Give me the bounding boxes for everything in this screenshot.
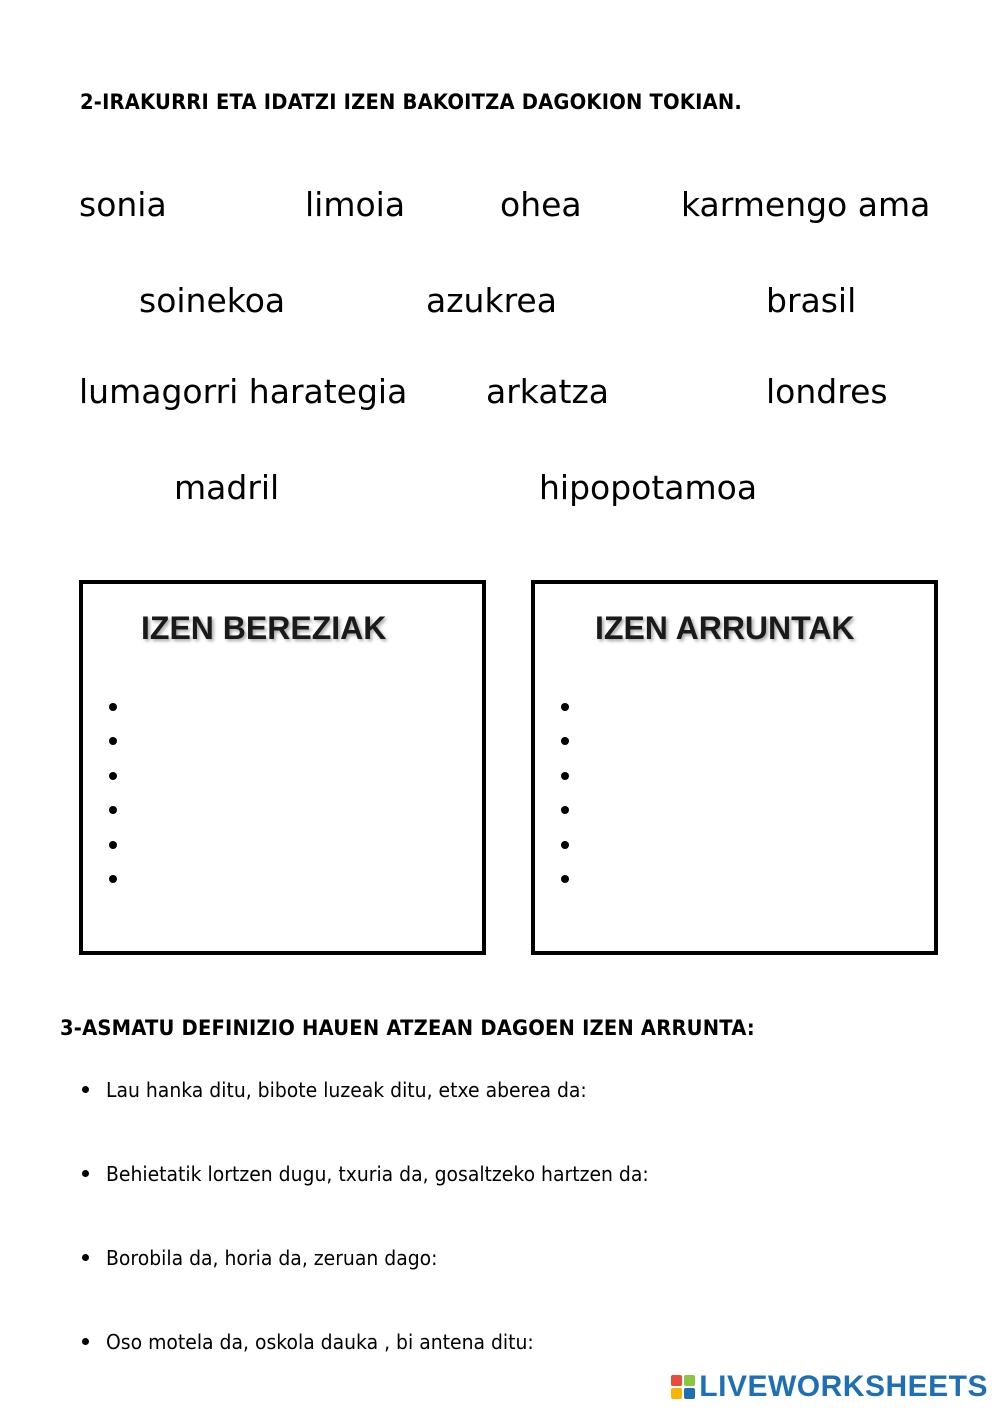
bullet-icon bbox=[82, 1338, 89, 1345]
definitions-list bbox=[82, 1070, 683, 1406]
logo-square bbox=[684, 1375, 695, 1386]
bullet-icon bbox=[82, 1254, 89, 1261]
proper-nouns-dropzone[interactable] bbox=[79, 580, 486, 955]
word-item[interactable]: lumagorri harategia bbox=[79, 372, 408, 411]
word-item[interactable]: arkatza bbox=[486, 372, 610, 411]
logo-square bbox=[684, 1388, 695, 1399]
logo-square bbox=[671, 1375, 682, 1386]
definition-text: Borobila da, horia da, zeruan dago: bbox=[106, 1246, 438, 1270]
liveworksheets-logo bbox=[671, 1370, 988, 1404]
logo-square bbox=[671, 1388, 682, 1399]
bullet-icon bbox=[82, 1086, 89, 1093]
brand-name: LIVEWORKSHEETS bbox=[699, 1370, 988, 1403]
word-item[interactable]: ohea bbox=[500, 185, 582, 224]
word-item[interactable]: sonia bbox=[79, 185, 167, 224]
word-item[interactable]: londres bbox=[766, 372, 888, 411]
definition-text: Oso motela da, oskola dauka , bi antena ditu: bbox=[106, 1330, 534, 1354]
definition-item bbox=[82, 1322, 683, 1406]
bullet-icon bbox=[82, 1170, 89, 1177]
word-item[interactable]: karmengo ama bbox=[681, 185, 931, 224]
word-item[interactable]: azukrea bbox=[426, 281, 557, 320]
word-item[interactable]: madril bbox=[174, 468, 280, 507]
definition-text: Behietatik lortzen dugu, txuria da, gosaltzeko hartzen da: bbox=[106, 1162, 649, 1186]
exercise-3-title: 3-ASMATU DEFINIZIO HAUEN ATZEAN DAGOEN IZEN ARRUNTA: bbox=[60, 1016, 755, 1040]
definition-item bbox=[82, 1070, 683, 1154]
logo-grid-icon bbox=[671, 1375, 695, 1399]
common-nouns-title: IZEN ARRUNTAK bbox=[595, 610, 855, 646]
word-item[interactable]: soinekoa bbox=[139, 281, 286, 320]
definition-item bbox=[82, 1238, 683, 1322]
proper-nouns-title: IZEN BEREZIAK bbox=[141, 610, 387, 646]
definition-item bbox=[82, 1154, 683, 1238]
exercise-2-title: 2-IRAKURRI ETA IDATZI IZEN BAKOITZA DAGOKION TOKIAN. bbox=[80, 90, 743, 114]
word-item[interactable]: brasil bbox=[766, 281, 857, 320]
common-nouns-dropzone[interactable] bbox=[531, 580, 938, 955]
definition-text: Lau hanka ditu, bibote luzeak ditu, etxe aberea da: bbox=[106, 1078, 587, 1102]
word-item[interactable]: hipopotamoa bbox=[539, 468, 758, 507]
word-item[interactable]: limoia bbox=[305, 185, 406, 224]
